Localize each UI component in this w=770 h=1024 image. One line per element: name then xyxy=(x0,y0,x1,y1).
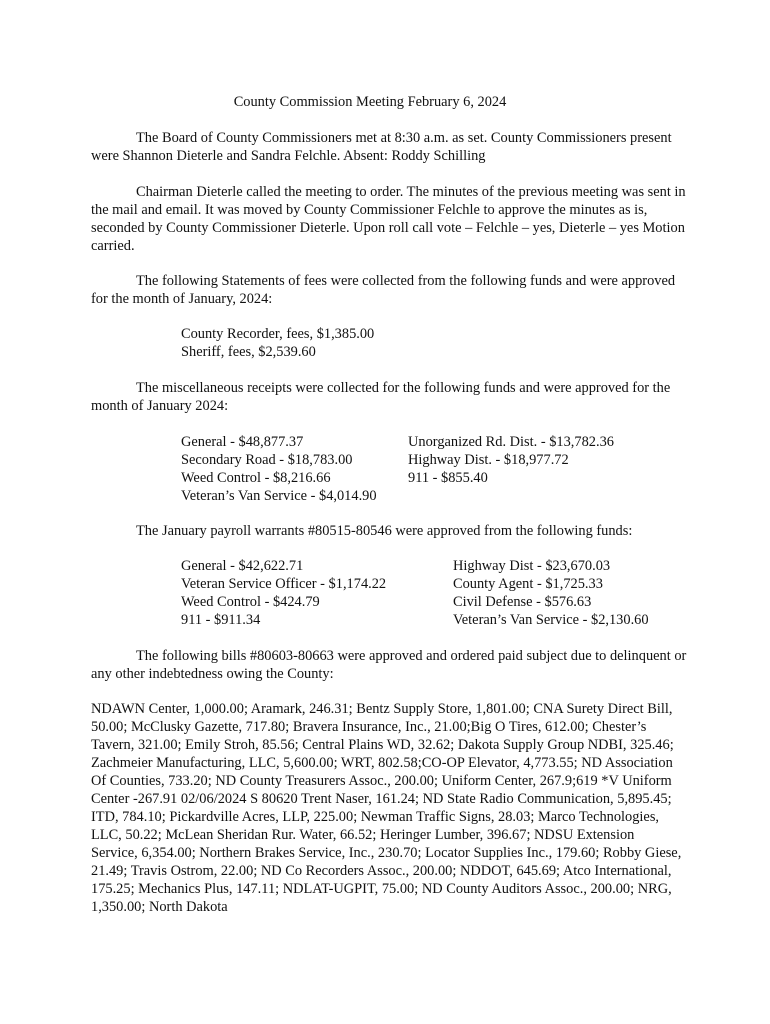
bills-intro-paragraph xyxy=(91,647,691,683)
receipt-item: 911 - $855.40 xyxy=(408,470,488,486)
receipts-list-right xyxy=(408,433,614,487)
fees-list xyxy=(181,325,374,361)
payroll-item: Veteran’s Van Service - $2,130.60 xyxy=(453,612,649,628)
payroll-intro-text: The January payroll warrants #80515-80546 were approved from the following funds: xyxy=(136,523,633,539)
fee-item: County Recorder, fees, $1,385.00 xyxy=(181,326,375,342)
receipts-intro-paragraph xyxy=(91,379,691,415)
fees-intro-text: The following Statements of fees were collected from the following funds and were approved for the month of January, 2024: xyxy=(91,273,676,307)
receipt-item: Weed Control - $8,216.66 xyxy=(181,470,331,486)
bills-list-paragraph: NDAWN Center, 1,000.00; Aramark, 246.31; Bentz Supply Store, 1,801.00; CNA Surety Direct Bill, 50.00; McClusky Gazette, 717.80; Bravera Insurance, Inc., 21.00;Big O Tires, 612.00; Chester’s Tavern, 321.00; Emily Stroh, 85.56; Central Plains WD, 32.62; Dakota Supply Group NDBI, 325.46; Zachmeier Manufacturing, LLC, 5,600.00; WRT, 802.58;CO-OP Elevator, 4,773.55; ND Association Of Counties, 733.20; ND County Treasurers Assoc., 200.00; Uniform Center, 267.9;619 *V Uniform Center -267.91 02/06/2024 S 80620 Trent Naser, 161.24; ND State Radio Communication, 5,895.45; ITD, 784.10; Pickardville Acres, LLP, 225.00; Newman Traffic Signs, 28.03; Marco Technologies, LLC, 50.22; McLean Sheridan Rur. Water, 66.52; Heringer Lumber, 396.67; NDSU Extension Service, 6,354.00; Northern Brakes Service, Inc., 230.70; Locator Supplies Inc., 179.60; Robby Giese, 21.49; Travis Ostrom, 22.00; ND Co Recorders Assoc., 200.00; NDDOT, 645.69; Atco International, 175.25; Mechanics Plus, 147.11; NDLAT-UGPIT, 75.00; ND County Auditors Assoc., 200.00; NRG, 1,350.00; North Dakota xyxy=(91,701,682,915)
receipts-intro-text: The miscellaneous receipts were collected for the following funds and were approved for the month of January 2024: xyxy=(91,380,671,414)
minutes-paragraph xyxy=(91,183,691,255)
payroll-item: Civil Defense - $576.63 xyxy=(453,594,592,610)
receipts-list-left xyxy=(181,433,377,505)
payroll-item: Highway Dist - $23,670.03 xyxy=(453,558,611,574)
payroll-item: 911 - $911.34 xyxy=(181,612,261,628)
document-title: County Commission Meeting February 6, 2024 xyxy=(233,94,507,110)
payroll-item: Veteran Service Officer - $1,174.22 xyxy=(181,576,387,592)
attendance-paragraph xyxy=(91,129,691,165)
payroll-list-right xyxy=(453,557,649,629)
minutes-text: Chairman Dieterle called the meeting to order. The minutes of the previous meeting was sent in the mail and email. It was moved by County Commissioner Felchle to approve the minutes as is, seconded by County Commissioner Dieterle. Upon roll call vote – Felchle – yes, Dieterle – yes Motion carried. xyxy=(91,184,686,254)
payroll-list-left xyxy=(181,557,386,629)
attendance-text: The Board of County Commissioners met at 8:30 a.m. as set. County Commissioners present were Shannon Dieterle and Sandra Felchle. Absent: Roddy Schilling xyxy=(91,130,672,164)
payroll-intro-paragraph xyxy=(91,522,691,540)
payroll-item: Weed Control - $424.79 xyxy=(181,594,320,610)
receipt-item: General - $48,877.37 xyxy=(181,434,304,450)
receipt-item: Secondary Road - $18,783.00 xyxy=(181,452,353,468)
payroll-item: General - $42,622.71 xyxy=(181,558,304,574)
payroll-item: County Agent - $1,725.33 xyxy=(453,576,603,592)
fees-intro-paragraph xyxy=(91,272,691,308)
receipt-item: Highway Dist. - $18,977.72 xyxy=(408,452,569,468)
receipt-item: Unorganized Rd. Dist. - $13,782.36 xyxy=(408,434,614,450)
fee-item: Sheriff, fees, $2,539.60 xyxy=(181,344,316,360)
bills-intro-text: The following bills #80603-80663 were approved and ordered paid subject due to delinquent or any other indebtedness owing the County: xyxy=(91,648,687,682)
receipt-item: Veteran’s Van Service - $4,014.90 xyxy=(181,488,377,504)
